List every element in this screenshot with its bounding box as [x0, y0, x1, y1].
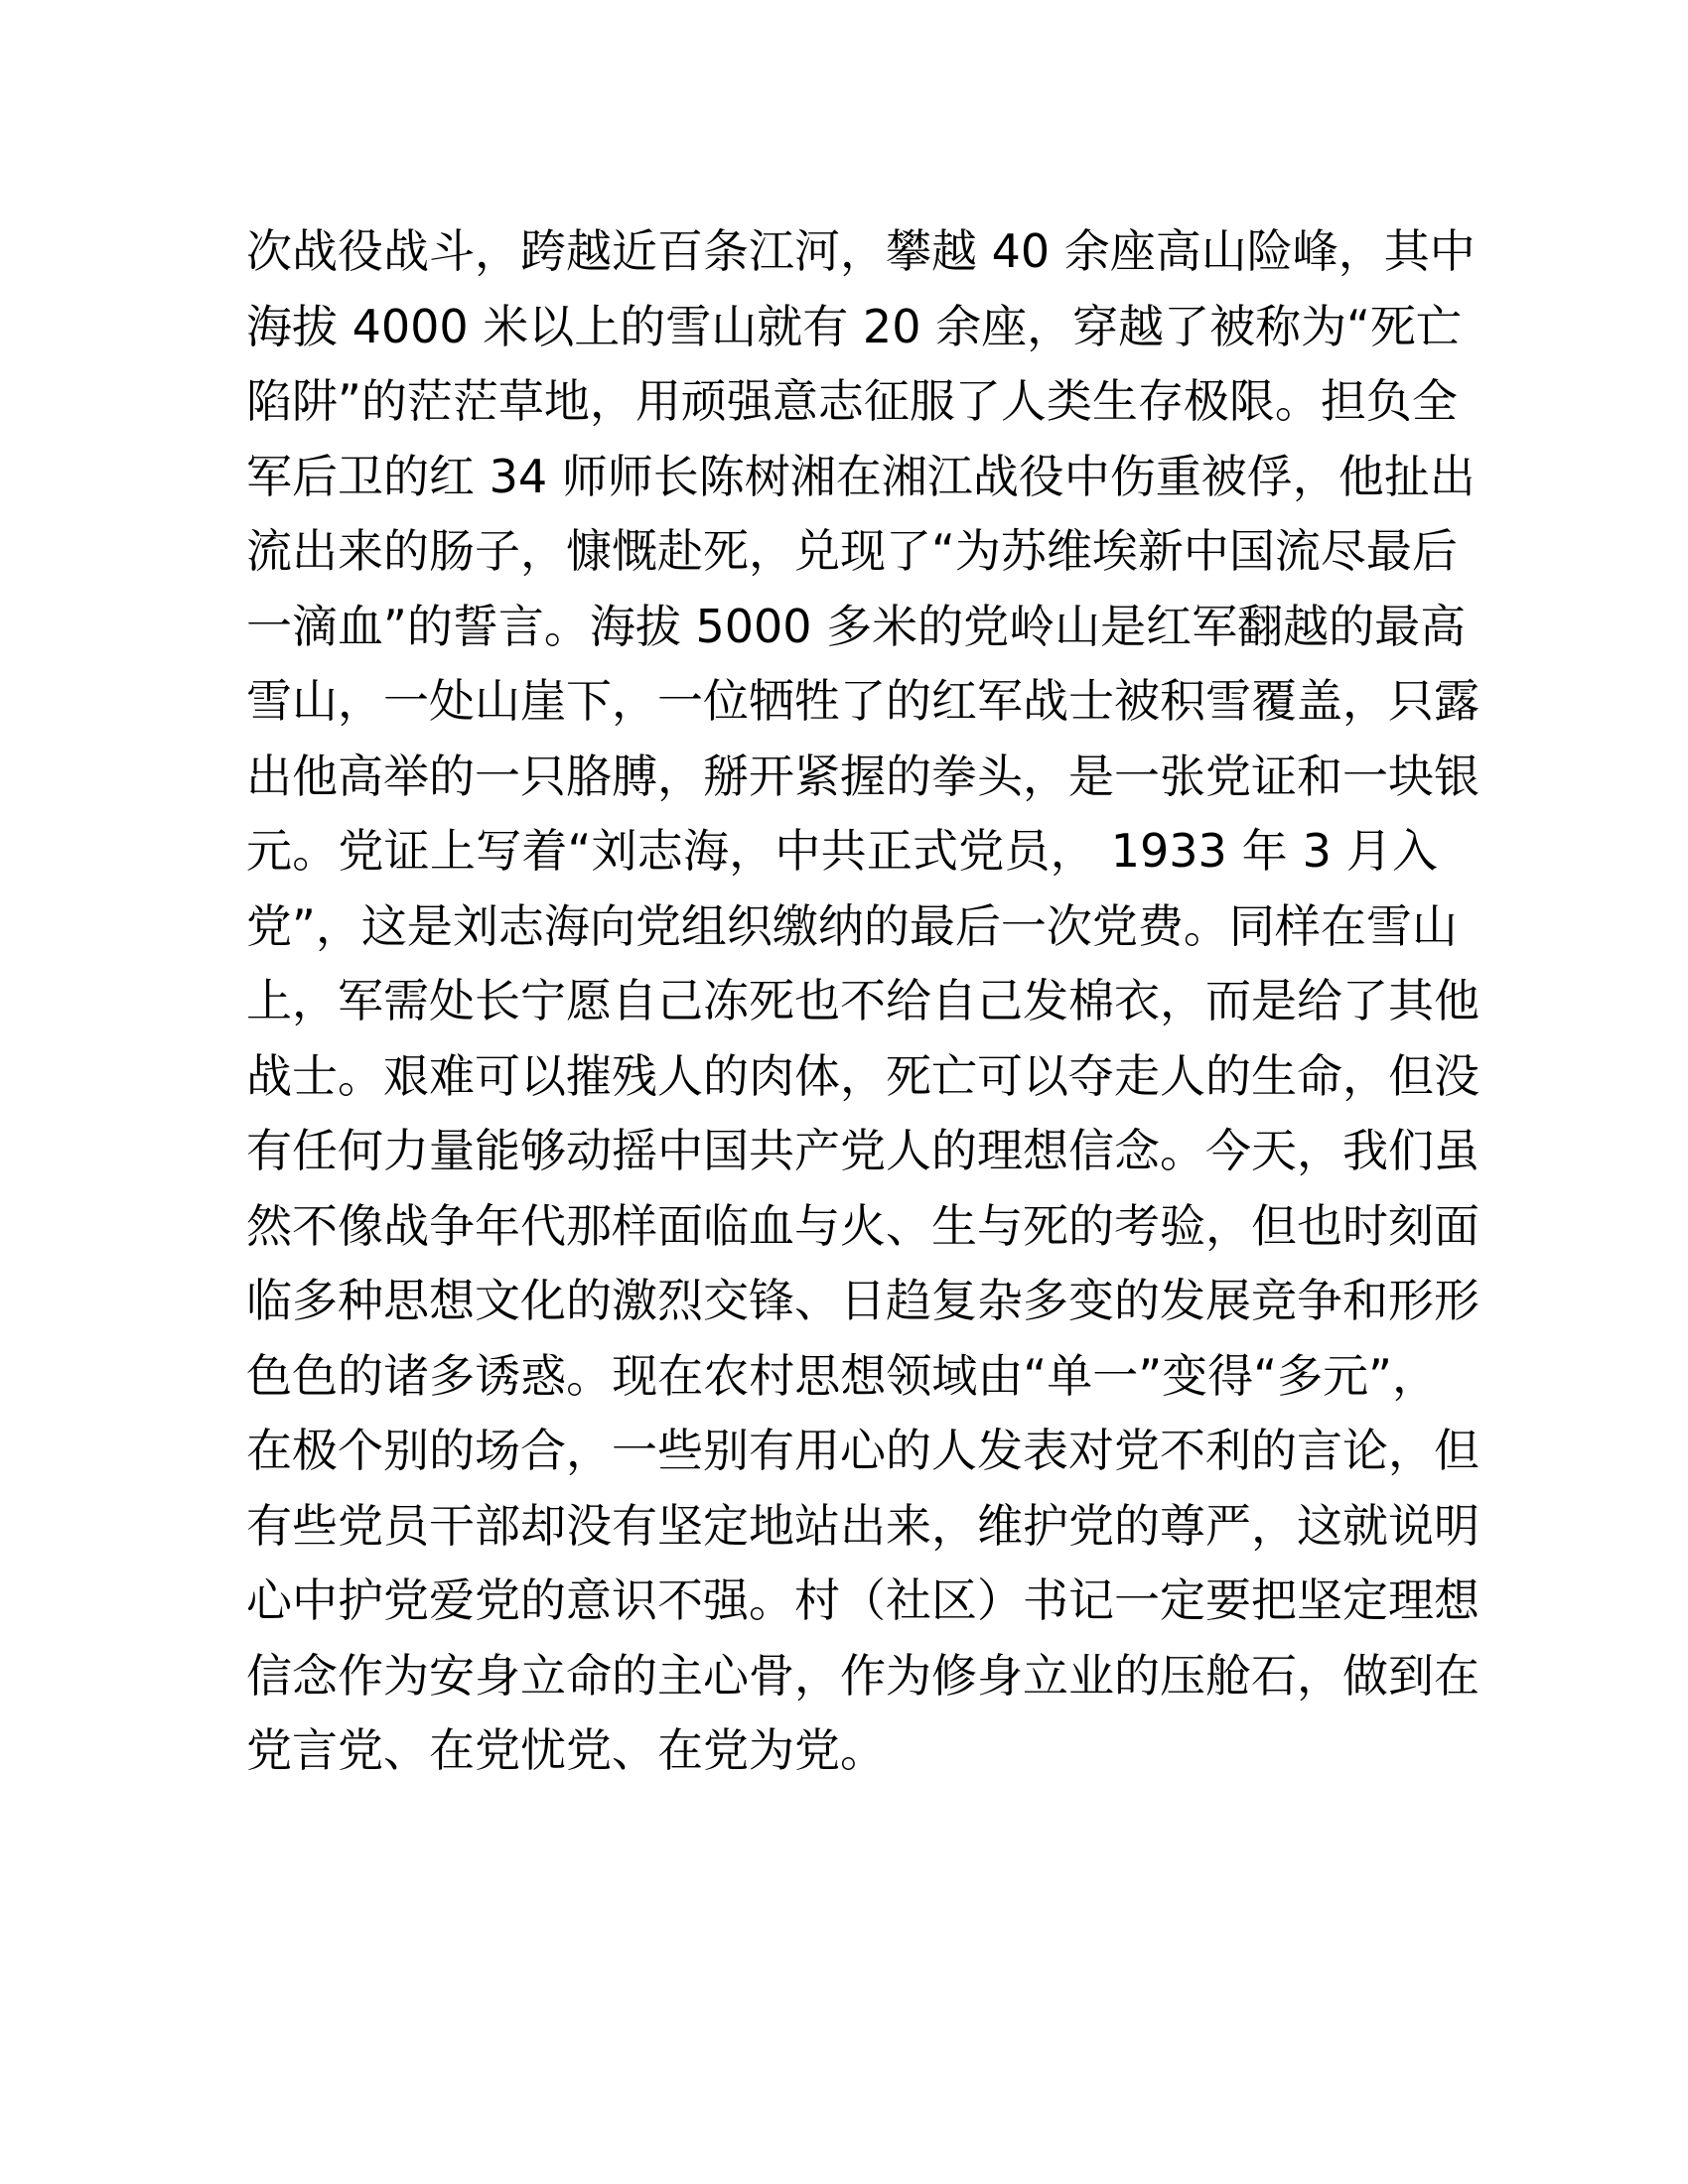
text-line: 有些党员干部却没有坚定地站出来，维护党的尊严，这就说明: [246, 1498, 1479, 1553]
text-line: 色色的诸多诱惑。现在农村思想领域由“单一”变得“多元”，: [246, 1348, 1438, 1403]
text-line: 临多种思想文化的激烈交锋、日趋复杂多变的发展竞争和形形: [246, 1274, 1479, 1327]
text-line: 一滴血”的誓言。海拔 5000 多米的党岭山是红军翻越的最高: [246, 599, 1467, 653]
text-line: 在极个别的场合，一些别有用心的人发表对党不利的言论，但: [246, 1424, 1479, 1477]
text-line: 次战役战斗，跨越近百条江河，攀越 40 余座高山险峰，其中: [246, 224, 1476, 278]
text-line: 军后卫的红 34 师师长陈树湘在湘江战役中伤重被俘，他扯出: [246, 449, 1476, 503]
text-line: 党”，这是刘志海向党组织缴纳的最后一次党费。同样在雪山: [246, 898, 1458, 953]
text-line: 元。党证上写着“刘志海，中共正式党员， 1933 年 3 月入: [246, 824, 1438, 878]
text-line-last: 党言党、在党忧党、在党为党。: [246, 1723, 886, 1777]
text-line: 有任何力量能够动摇中国共产党人的理想信念。今天，我们虽: [246, 1124, 1479, 1177]
text-line: 出他高举的一只胳膊，掰开紧握的拳头，是一张党证和一块银: [246, 749, 1479, 803]
text-line: 心中护党爱党的意识不强。村（社区）书记一定要把坚定理想: [246, 1573, 1479, 1627]
text-line: 雪山，一处山崖下，一位牺牲了的红军战士被积雪覆盖，只露: [246, 674, 1479, 728]
text-line: 信念作为安身立命的主心骨，作为修身立业的压舱石，做到在: [246, 1648, 1479, 1703]
text-line: 战士。艰难可以摧残人的肉体，死亡可以夺走人的生命，但没: [246, 1048, 1479, 1103]
text-line: 陷阱”的茫茫草地，用顽强意志征服了人类生存极限。担负全: [246, 374, 1458, 428]
text-line: 然不像战争年代那样面临血与火、生与死的考验，但也时刻面: [246, 1198, 1479, 1253]
body-paragraph: [246, 214, 1479, 1789]
text-line: 流出来的肠子，慷慨赴死，兑现了“为苏维埃新中国流尽最后: [246, 524, 1458, 578]
text-line: 上，军需处长宁愿自己冻死也不给自己发棉衣，而是给了其他: [246, 974, 1479, 1027]
text-line: 海拔 4000 米以上的雪山就有 20 余座，穿越了被称为“死亡: [246, 299, 1462, 353]
